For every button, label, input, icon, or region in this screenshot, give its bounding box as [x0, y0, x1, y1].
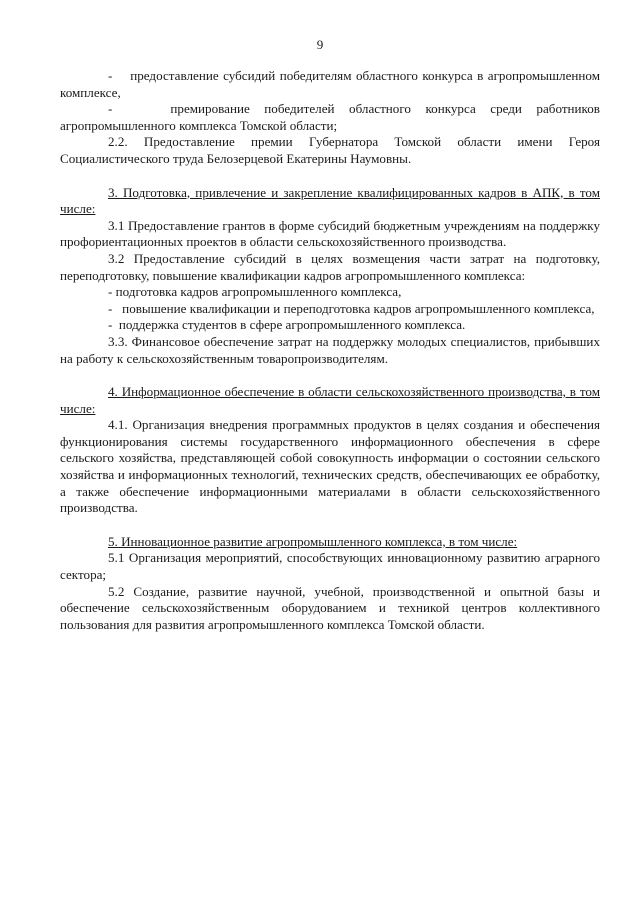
section-heading-4: 4. Информационное обеспечение в области сельскохозяйственного производства, в том числе: — [60, 384, 600, 416]
paragraph: 5.2 Создание, развитие научной, учебной, производственной и опытной базы и обеспечение сельскохозяйственным оборудованием и техникой центров коллективного пользования для развития агропромышленного комплекса Томской области. — [60, 583, 600, 632]
paragraph: 3.3. Финансовое обеспечение затрат на поддержку молодых специалистов, прибывших на работу к сельскохозяйственным товаропроизводителям. — [60, 333, 600, 366]
paragraph: - предоставление субсидий победителям областного конкурса в агропромышленном комплексе, — [60, 68, 600, 100]
paragraph: 4.1. Организация внедрения программных продуктов в целях создания и обеспечения функционирования системы государственного информационного обеспечения в сфере сельского хозяйства, представляющей собой совокупность информации о состоянии сельского хозяйства и информационных технологий, технических средств, обеспечивающих ее обработку, а также обеспечение информационными материалами в области сельскохозяйственного производства. — [60, 417, 600, 516]
list-item: - поддержка студентов в сфере агропромышленного комплекса. — [108, 317, 466, 333]
page-number: 9 — [316, 37, 324, 52]
section-heading-3: 3. Подготовка, привлечение и закрепление квалифицированных кадров в АПК, в том числе: — [60, 184, 600, 217]
paragraph: 2.2. Предоставление премии Губернатора Томской области имени Героя Социалистического труда Белозерцевой Екатерины Наумовны. — [60, 134, 600, 166]
paragraph: 3.1 Предоставление грантов в форме субсидий бюджетным учреждениям на поддержку профориентационных проектов в области сельскохозяйственного производства. — [60, 217, 600, 250]
section-heading-5: 5. Инновационное развитие агропромышленного комплекса, в том числе: — [108, 533, 518, 549]
list-item: - повышение квалификации и переподготовка кадров агропромышленного комплекса, — [108, 300, 595, 316]
list-item: - подготовка кадров агропромышленного комплекса, — [108, 284, 402, 300]
paragraph: 3.2 Предоставление субсидий в целях возмещения части затрат на подготовку, переподготовку, повышение квалификации кадров агропромышленного комплекса: — [60, 250, 600, 283]
paragraph: 5.1 Организация мероприятий, способствующих инновационному развитию аграрного сектора; — [60, 550, 600, 583]
paragraph: - премирование победителей областного конкурса среди работников агропромышленного комплекса Томской области; — [60, 101, 600, 133]
document-body — [60, 68, 600, 633]
